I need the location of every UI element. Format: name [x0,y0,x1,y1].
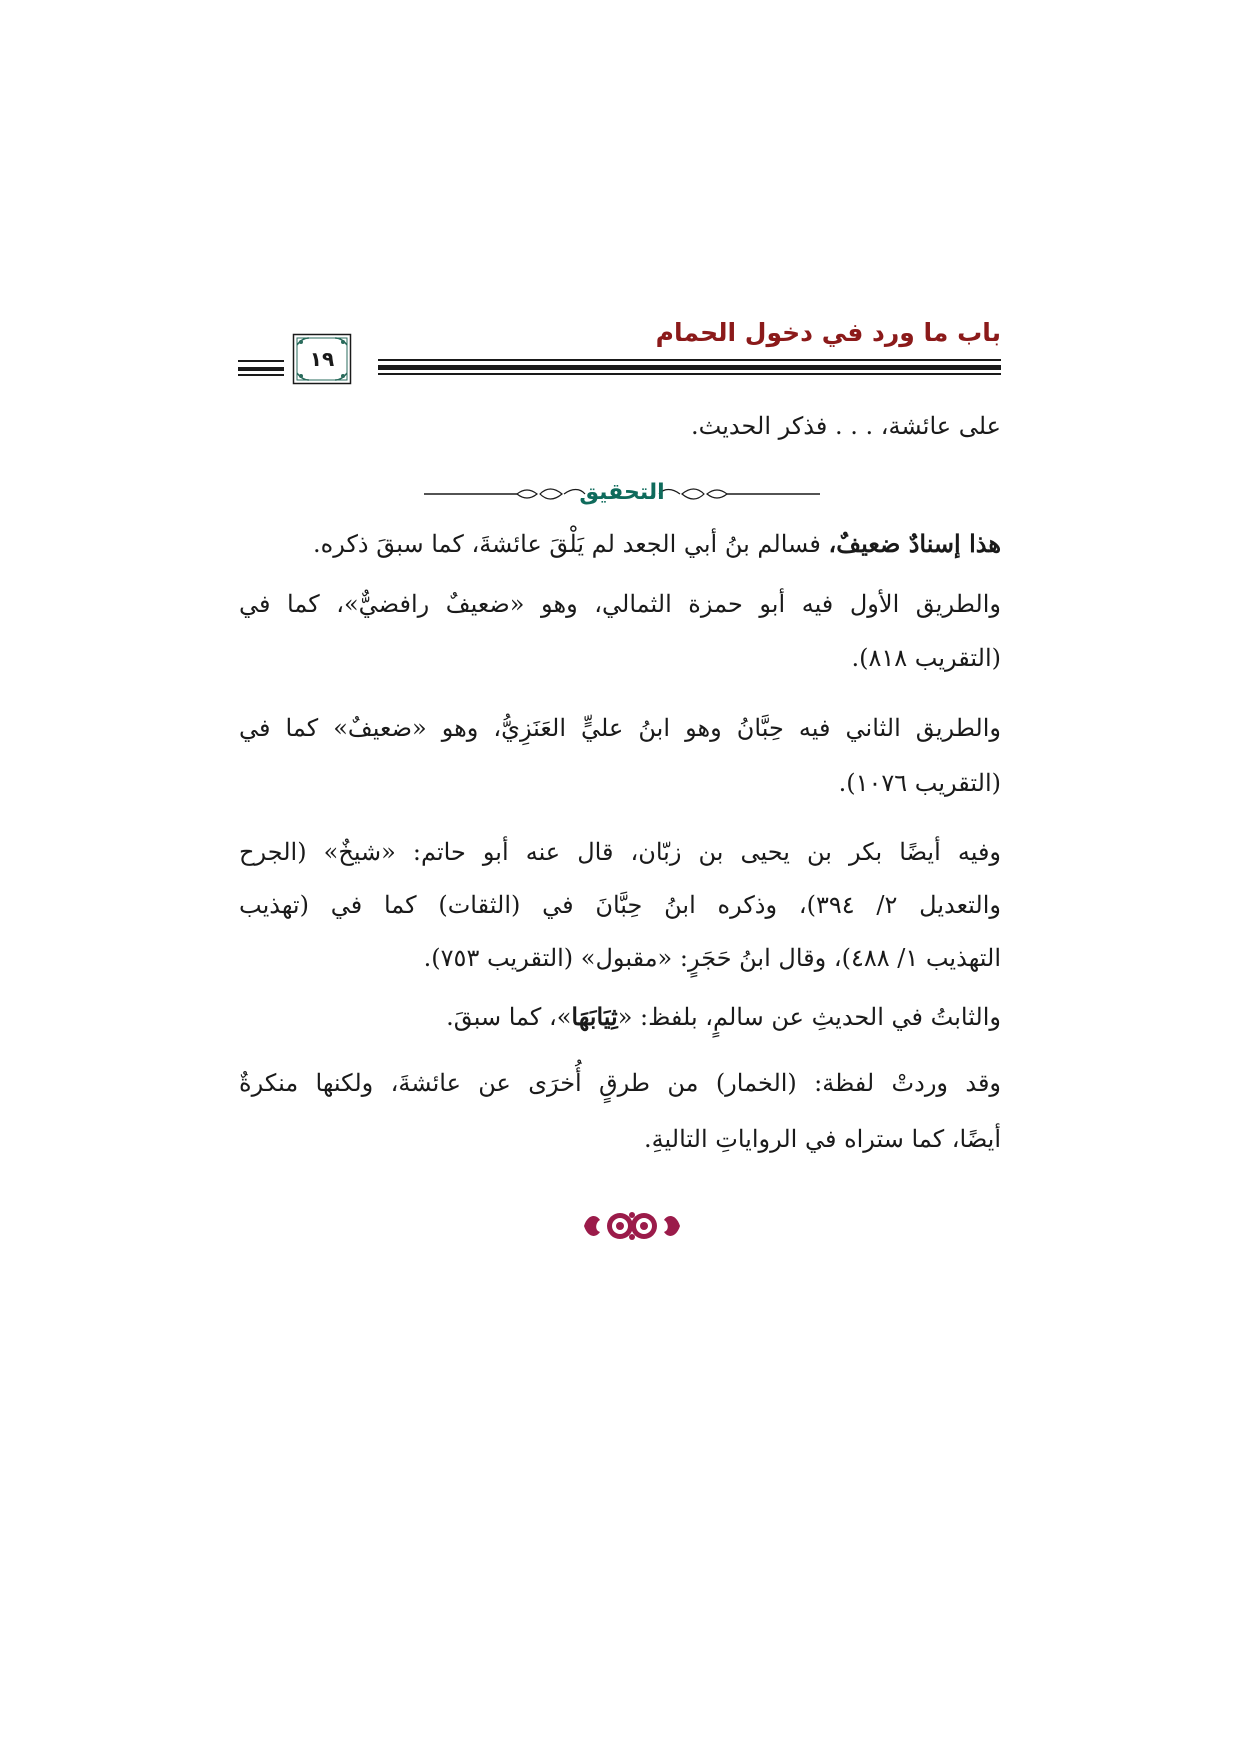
page-number-frame [292,333,352,385]
page-number: ١٩ [309,347,335,371]
paragraph-5-bold: ثِيَابَهَا [571,1002,618,1031]
paragraph-6-line-2: أيضًا، كما ستراه في الرواياتِ التاليةِ. [644,1125,1001,1153]
paragraph-3-line-2: (التقريب ١٠٧٦). [838,769,1001,797]
paragraph-4-line-1: وفيه أيضًا بكر بن يحيى بن زبّان، قال عنه أبو حاتم: «شيخٌ» (الجرح [239,838,1001,866]
header-rule-left [238,360,284,362]
paragraph-5-end: »، كما سبقَ. [446,1003,572,1031]
paragraph-3-line-1: والطريق الثاني فيه حِبَّانُ وهو ابنُ عليٍّ العَنَزِيُّ، وهو «ضعيفٌ» كما في [239,714,1001,742]
paragraph-4-line-2: والتعديل ٢/ ٣٩٤)، وذكره ابنُ حِبَّانَ في (الثقات) كما في (تهذيب [239,891,1001,919]
intro-line: على عائشة، . . . فذكر الحديث. [691,412,1001,440]
header-rule [378,373,1001,375]
header-rule-left [238,374,284,376]
paragraph-1 [313,529,1001,558]
header-rule [378,359,1001,361]
heading-text: التحقيق [579,480,665,505]
paragraph-5-start: والثابتُ في الحديثِ عن سالمٍ، بلفظ: « [617,1003,1001,1031]
paragraph-4-line-3: التهذيب ١/ ٤٨٨)، وقال ابنُ حَجَرٍ: «مقبول» (التقريب ٧٥٣). [423,944,1001,972]
chapter-title: باب ما ورد في دخول الحمام [655,318,1001,347]
closing-ornament [578,1206,686,1246]
paragraph-2-line-2: (التقريب ٨١٨). [851,644,1001,672]
paragraph-5 [446,1002,1001,1031]
header-rule-left [238,367,284,371]
section-heading [422,478,822,508]
paragraph-1-bold: هذا إسنادٌ ضعيفٌ، [828,529,1001,558]
header-rule [378,365,1001,370]
paragraph-2-line-1: والطريق الأول فيه أبو حمزة الثمالي، وهو «ضعيفٌ رافضيٌّ»، كما في [239,590,1001,618]
floral-ornament-icon [578,1206,686,1246]
paragraph-1-text: فسالم بنُ أبي الجعد لم يَلْقَ عائشةَ، كما سبقَ ذكره. [313,530,829,558]
paragraph-6-line-1: وقد وردتْ لفظة: (الخمار) من طرقٍ أُخرَى عن عائشةَ، ولكنها منكرةٌ [239,1069,1001,1097]
